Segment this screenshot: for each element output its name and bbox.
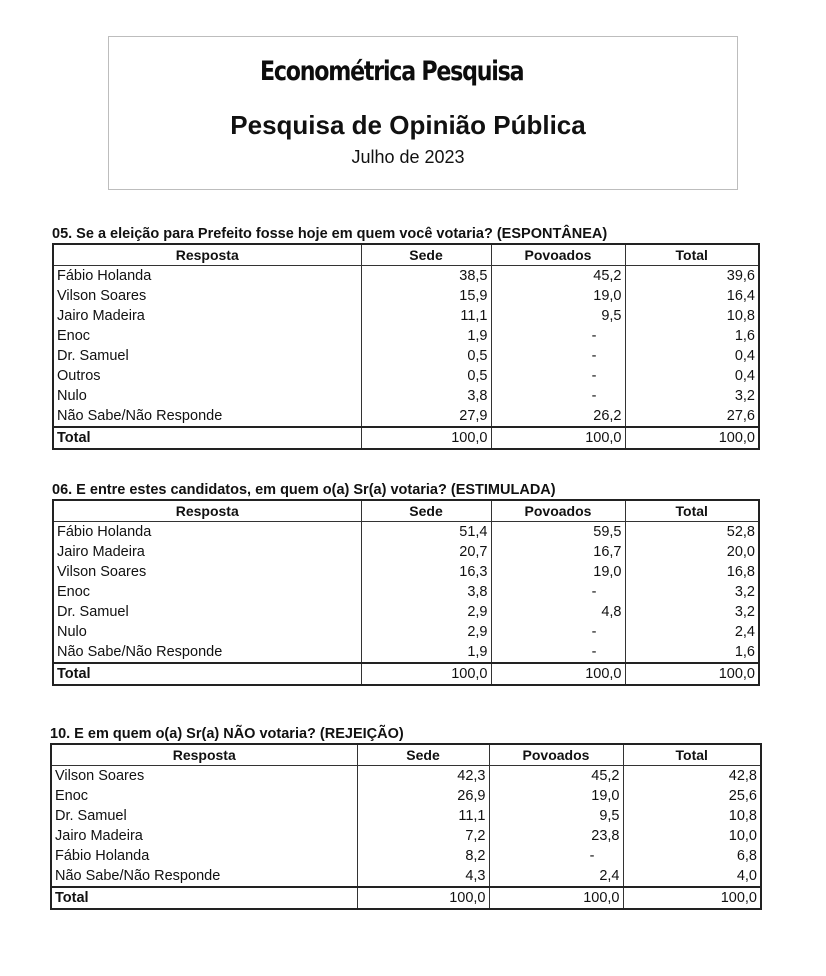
question-06-section [52,482,760,686]
total-value: 100,0 [623,887,761,909]
question-title: 06. E entre estes candidatos, em quem o(a) Sr(a) votaria? (ESTIMULADA) [52,482,556,498]
table-row [53,602,759,622]
row-value: 3,8 [361,386,491,406]
row-value: 10,8 [726,308,755,324]
table-row [53,266,759,287]
question-10-section [50,726,762,910]
table-row [53,286,759,306]
row-value: 23,8 [489,826,623,846]
row-value: 20,0 [726,544,755,560]
row-value: 0,4 [734,368,755,384]
row-value: 3,2 [734,584,755,600]
row-label: Nulo [53,386,361,406]
table-header-row [51,744,761,766]
row-value: 59,5 [491,522,625,543]
row-value: 45,2 [491,266,625,287]
row-value: 2,4 [489,866,623,887]
column-header: Resposta [53,500,361,522]
row-value: 25,6 [728,788,757,804]
table-row [53,582,759,602]
total-row [53,663,759,685]
row-value: 11,1 [357,806,489,826]
row-value: 0,5 [361,366,491,386]
total-label: Total [53,427,361,449]
column-header: Povoados [491,500,625,522]
row-value: - [491,366,625,386]
total-value: 100,0 [491,427,625,449]
row-value: - [491,622,625,642]
row-value: 42,3 [357,766,489,787]
row-value: 11,1 [361,306,491,326]
row-value: 42,8 [728,768,757,784]
table-row [51,786,761,806]
row-value: 16,4 [726,288,755,304]
row-value: 26,2 [491,406,625,427]
question-05-section [52,226,760,450]
row-label: Fábio Holanda [51,846,357,866]
row-label: Enoc [53,582,361,602]
total-row [51,887,761,909]
row-value: 15,9 [361,286,491,306]
total-label: Total [53,663,361,685]
row-label: Dr. Samuel [53,602,361,622]
total-value: 100,0 [361,427,491,449]
row-value: 10,8 [728,808,757,824]
row-value: 2,4 [734,624,755,640]
results-table [52,243,760,450]
row-label: Vilson Soares [53,286,361,306]
total-value: 100,0 [491,663,625,685]
table-row [53,522,759,543]
row-label: Não Sabe/Não Responde [53,406,361,427]
table-row [53,366,759,386]
row-value: 4,8 [491,602,625,622]
column-header: Sede [361,244,491,266]
brand-logo-text: Econométrica Pesquisa [260,56,524,87]
total-value: 100,0 [357,887,489,909]
row-value: 27,6 [726,408,755,424]
row-value: 1,6 [734,328,755,344]
row-value: 6,8 [736,848,757,864]
row-value: 27,9 [361,406,491,427]
row-value: 19,0 [491,286,625,306]
column-header: Povoados [489,744,623,766]
row-value: 4,3 [357,866,489,887]
table-row [51,826,761,846]
row-value: 0,4 [734,348,755,364]
column-header: Total [625,244,759,266]
row-value: 1,6 [734,644,755,660]
row-value: 0,5 [361,346,491,366]
row-label: Jairo Madeira [53,306,361,326]
row-value: 20,7 [361,542,491,562]
total-label: Total [51,887,357,909]
row-value: 10,0 [728,828,757,844]
total-row [53,427,759,449]
row-value: 16,8 [726,564,755,580]
table-header-row [53,500,759,522]
total-value: 100,0 [489,887,623,909]
row-value: 52,8 [726,524,755,540]
row-label: Dr. Samuel [51,806,357,826]
row-value: - [491,326,625,346]
row-value: 2,9 [361,622,491,642]
column-header: Sede [357,744,489,766]
row-label: Vilson Soares [51,766,357,787]
column-header: Resposta [53,244,361,266]
row-value: - [491,582,625,602]
row-value: 3,2 [734,604,755,620]
row-label: Fábio Holanda [53,522,361,543]
row-value: 9,5 [489,806,623,826]
table-row [53,642,759,663]
row-value: 19,0 [489,786,623,806]
row-value: - [491,642,625,663]
row-value: 39,6 [726,268,755,284]
row-label: Enoc [51,786,357,806]
row-value: 19,0 [491,562,625,582]
table-row [53,326,759,346]
table-header-row [53,244,759,266]
column-header: Povoados [491,244,625,266]
row-label: Vilson Soares [53,562,361,582]
total-value: 100,0 [625,427,759,449]
row-value: 3,2 [734,388,755,404]
column-header: Total [623,744,761,766]
total-value: 100,0 [361,663,491,685]
row-label: Enoc [53,326,361,346]
question-title: 05. Se a eleição para Prefeito fosse hoje em quem você votaria? (ESPONTÂNEA) [52,226,608,242]
table-row [51,846,761,866]
row-value: 16,7 [491,542,625,562]
table-row [51,806,761,826]
row-value: 8,2 [357,846,489,866]
row-value: 1,9 [361,326,491,346]
row-value: - [491,386,625,406]
row-value: 4,0 [736,868,757,884]
row-label: Dr. Samuel [53,346,361,366]
column-header: Resposta [51,744,357,766]
row-value: 45,2 [489,766,623,787]
table-row [53,622,759,642]
page-title: Pesquisa de Opinião Pública [230,110,586,140]
row-value: 16,3 [361,562,491,582]
table-row [53,306,759,326]
row-value: 7,2 [357,826,489,846]
question-title: 10. E em quem o(a) Sr(a) NÃO votaria? (REJEIÇÃO) [50,726,404,742]
table-row [53,386,759,406]
row-label: Nulo [53,622,361,642]
table-row [53,562,759,582]
results-table [52,499,760,686]
row-label: Não Sabe/Não Responde [51,866,357,887]
row-label: Jairo Madeira [51,826,357,846]
row-value: 9,5 [491,306,625,326]
table-row [51,766,761,787]
table-row [51,866,761,887]
table-row [53,406,759,427]
total-value: 100,0 [625,663,759,685]
row-label: Não Sabe/Não Responde [53,642,361,663]
row-value: 1,9 [361,642,491,663]
table-row [53,542,759,562]
row-value: 51,4 [361,522,491,543]
row-value: 3,8 [361,582,491,602]
survey-date: Julho de 2023 [351,147,465,167]
results-table [50,743,762,910]
row-label: Outros [53,366,361,386]
column-header: Sede [361,500,491,522]
row-label: Jairo Madeira [53,542,361,562]
row-value: 26,9 [357,786,489,806]
row-label: Fábio Holanda [53,266,361,287]
row-value: - [489,846,623,866]
row-value: - [491,346,625,366]
column-header: Total [625,500,759,522]
table-row [53,346,759,366]
row-value: 2,9 [361,602,491,622]
row-value: 38,5 [361,266,491,287]
